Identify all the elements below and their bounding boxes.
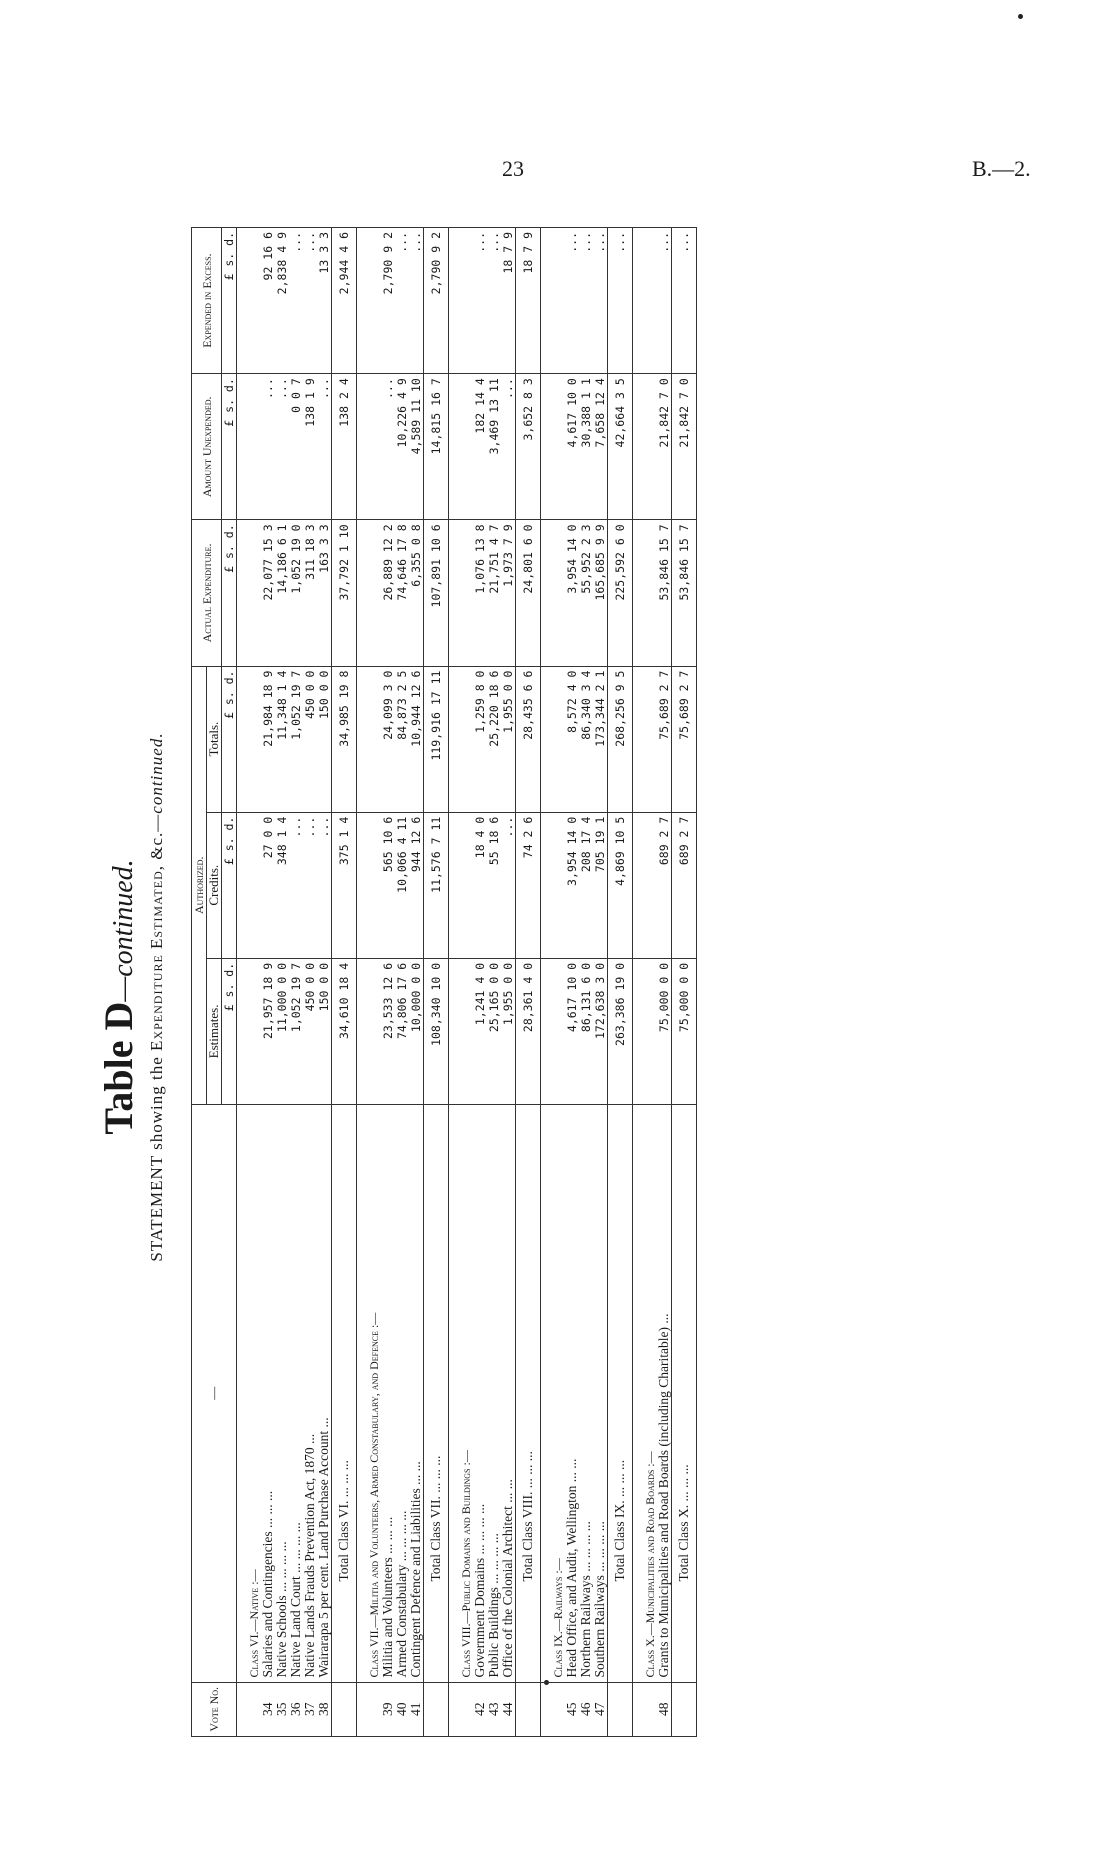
row-description: Salaries and Contingencies ... ... ...: [261, 1105, 275, 1683]
class-heading-row: [449, 228, 474, 1737]
actual-header: Actual Expenditure.: [192, 520, 222, 666]
vote-number: 34: [261, 1682, 275, 1736]
amount-est: 1,955 0 0: [501, 958, 516, 1104]
total-row: [424, 228, 449, 1737]
vote-number: [332, 1682, 357, 1736]
amount-cred: 4,869 10 5: [608, 812, 633, 958]
vote-number: [357, 1682, 382, 1736]
amount-cred: 10,066 4 11: [395, 812, 409, 958]
amount-tot: 86,340 3 4: [579, 666, 593, 812]
amount-unexp: 3,652 8 3: [516, 374, 541, 520]
amount-est: [541, 958, 566, 1104]
amount-est: 150 0 0: [317, 958, 332, 1104]
amount-cred: 27 0 0: [261, 812, 275, 958]
amount-exc: ...: [593, 228, 608, 374]
row-description: Class X.—Municipalities and Road Boards :—: [633, 1105, 658, 1683]
row-description: Armed Constabulary ... ... ... ...: [395, 1105, 409, 1683]
row-description: Native Land Court ... ... ... ...: [289, 1105, 303, 1683]
amount-unexp: 42,664 3 5: [608, 374, 633, 520]
amount-act: 55,952 2 3: [579, 520, 593, 666]
amount-est: [449, 958, 474, 1104]
amount-exc: ...: [473, 228, 487, 374]
vote-number: 36: [289, 1682, 303, 1736]
row-description: Class VI.—Native :—: [237, 1105, 262, 1683]
amount-unexp: 182 14 4: [473, 374, 487, 520]
amount-tot: 25,220 18 6: [487, 666, 501, 812]
vote-number: 46: [579, 1682, 593, 1736]
amount-cred: [541, 812, 566, 958]
amount-exc: 13 3 3: [317, 228, 332, 374]
amount-tot: [357, 666, 382, 812]
amount-est: 23,533 12 6: [381, 958, 395, 1104]
amount-exc: [357, 228, 382, 374]
amount-est: 172,638 3 0: [593, 958, 608, 1104]
table-row: [593, 228, 608, 1737]
table-row: [275, 228, 289, 1737]
amount-act: 22,077 15 3: [261, 520, 275, 666]
amount-act: 3,954 14 0: [565, 520, 579, 666]
amount-cred: 944 12 6: [409, 812, 424, 958]
amount-cred: 375 1 4: [332, 812, 357, 958]
vote-number: 38: [317, 1682, 332, 1736]
amount-exc: ...: [579, 228, 593, 374]
vote-number: 40: [395, 1682, 409, 1736]
vote-number: [608, 1682, 633, 1736]
amount-unexp: 7,658 12 4: [593, 374, 608, 520]
estimates-header: Estimates.: [207, 958, 222, 1104]
row-description: Total Class VIII. ... ... ...: [516, 1105, 541, 1683]
row-description: Class VII.—Militia and Volunteers, Armed Constabulary, and Defence :—: [357, 1105, 382, 1683]
amount-act: 1,052 19 0: [289, 520, 303, 666]
vote-number: 41: [409, 1682, 424, 1736]
amount-unexp: ...: [501, 374, 516, 520]
row-description: Class IX.—Railways :—: [541, 1105, 566, 1683]
amount-act: 53,846 15 7: [672, 520, 697, 666]
amount-exc: 2,790 9 2: [424, 228, 449, 374]
amount-tot: [541, 666, 566, 812]
table-row: [579, 228, 593, 1737]
row-description: Government Domains ... ... ... ...: [473, 1105, 487, 1683]
amount-act: 1,076 13 8: [473, 520, 487, 666]
total-row: [332, 228, 357, 1737]
vote-number: [449, 1682, 474, 1736]
amount-act: [237, 520, 262, 666]
amount-cred: 3,954 14 0: [565, 812, 579, 958]
table-title: Table D—continued.: [96, 859, 141, 1135]
amount-tot: 11,348 1 4: [275, 666, 289, 812]
amount-cred: 565 10 6: [381, 812, 395, 958]
amount-tot: 268,256 9 5: [608, 666, 633, 812]
table-row: [261, 228, 275, 1737]
amount-exc: ...: [487, 228, 501, 374]
amount-est: 28,361 4 0: [516, 958, 541, 1104]
lsd-header: £ s. d.: [222, 958, 237, 1104]
amount-act: 6,355 0 8: [409, 520, 424, 666]
amount-act: 74,646 17 8: [395, 520, 409, 666]
total-row: [516, 228, 541, 1737]
amount-cred: 18 4 0: [473, 812, 487, 958]
class-heading-row: [237, 228, 262, 1737]
row-description: Militia and Volunteers ... ... ...: [381, 1105, 395, 1683]
amount-cred: [633, 812, 658, 958]
amount-tot: 150 0 0: [317, 666, 332, 812]
vote-number: 43: [487, 1682, 501, 1736]
page-number: 23: [502, 156, 524, 181]
vote-number: [541, 1682, 566, 1736]
amount-tot: 173,344 2 1: [593, 666, 608, 812]
vote-number: 44: [501, 1682, 516, 1736]
vote-number: [633, 1682, 658, 1736]
amount-unexp: [633, 374, 658, 520]
amount-exc: [633, 228, 658, 374]
amount-est: 74,806 17 6: [395, 958, 409, 1104]
row-description: Public Buildings ... ... ... ...: [487, 1105, 501, 1683]
amount-unexp: ...: [381, 374, 395, 520]
amount-act: [449, 520, 474, 666]
amount-act: 26,889 12 2: [381, 520, 395, 666]
table-row: [409, 228, 424, 1737]
amount-est: 75,000 0 0: [657, 958, 672, 1104]
amount-cred: 689 2 7: [672, 812, 697, 958]
amount-tot: 1,259 8 0: [473, 666, 487, 812]
table-row: [317, 228, 332, 1737]
table-row: [657, 228, 672, 1737]
amount-est: 21,957 18 9: [261, 958, 275, 1104]
vote-number: [237, 1682, 262, 1736]
rotated-table-page: [95, 217, 815, 1777]
table-row: [487, 228, 501, 1737]
amount-exc: ...: [289, 228, 303, 374]
amount-act: 14,186 6 1: [275, 520, 289, 666]
amount-exc: ...: [565, 228, 579, 374]
amount-tot: 450 0 0: [303, 666, 317, 812]
amount-act: 24,801 6 0: [516, 520, 541, 666]
amount-exc: [237, 228, 262, 374]
amount-unexp: 3,469 13 11: [487, 374, 501, 520]
amount-unexp: [237, 374, 262, 520]
row-description: Total Class X. ... ... ...: [672, 1105, 697, 1683]
table-row: [395, 228, 409, 1737]
amount-unexp: 21,842 7 0: [657, 374, 672, 520]
lsd-header: £ s. d.: [222, 520, 237, 666]
amount-unexp: ...: [261, 374, 275, 520]
amount-cred: ...: [501, 812, 516, 958]
unexpended-header: Amount Unexpended.: [192, 374, 222, 520]
amount-est: 25,165 0 0: [487, 958, 501, 1104]
amount-tot: 75,689 2 7: [657, 666, 672, 812]
authorized-header: Authorized.: [192, 666, 207, 1104]
amount-unexp: 4,617 10 0: [565, 374, 579, 520]
amount-est: [357, 958, 382, 1104]
amount-act: [541, 520, 566, 666]
amount-tot: 24,099 3 0: [381, 666, 395, 812]
amount-tot: 8,572 4 0: [565, 666, 579, 812]
amount-unexp: ...: [275, 374, 289, 520]
amount-unexp: ...: [317, 374, 332, 520]
table-row: [303, 228, 317, 1737]
amount-exc: ...: [657, 228, 672, 374]
amount-act: 107,891 10 6: [424, 520, 449, 666]
amount-est: 86,131 6 0: [579, 958, 593, 1104]
vote-number: [424, 1682, 449, 1736]
amount-tot: 34,985 19 8: [332, 666, 357, 812]
amount-act: 311 18 3: [303, 520, 317, 666]
table-row: [501, 228, 516, 1737]
table-row: [565, 228, 579, 1737]
table-row: [381, 228, 395, 1737]
amount-tot: 119,916 17 11: [424, 666, 449, 812]
class-heading-row: [541, 228, 566, 1737]
amount-tot: [449, 666, 474, 812]
amount-unexp: 0 0 7: [289, 374, 303, 520]
lsd-header: £ s. d.: [222, 666, 237, 812]
lsd-header: £ s. d.: [222, 812, 237, 958]
amount-act: 165,685 9 9: [593, 520, 608, 666]
amount-est: 4,617 10 0: [565, 958, 579, 1104]
amount-cred: 74 2 6: [516, 812, 541, 958]
amount-act: 53,846 15 7: [657, 520, 672, 666]
amount-exc: 2,790 9 2: [381, 228, 395, 374]
amount-exc: [541, 228, 566, 374]
amount-cred: [237, 812, 262, 958]
amount-unexp: 138 1 9: [303, 374, 317, 520]
amount-est: [237, 958, 262, 1104]
vote-number: 47: [593, 1682, 608, 1736]
amount-act: 1,973 7 9: [501, 520, 516, 666]
amount-exc: ...: [395, 228, 409, 374]
amount-act: 37,792 1 10: [332, 520, 357, 666]
amount-cred: 689 2 7: [657, 812, 672, 958]
amount-exc: ...: [409, 228, 424, 374]
amount-cred: 705 19 1: [593, 812, 608, 958]
amount-tot: [633, 666, 658, 812]
amount-unexp: 10,226 4 9: [395, 374, 409, 520]
row-description: Native Lands Frauds Prevention Act, 1870 ...: [303, 1105, 317, 1683]
amount-cred: ...: [289, 812, 303, 958]
total-row: [672, 228, 697, 1737]
amount-act: 225,592 6 0: [608, 520, 633, 666]
amount-unexp: [541, 374, 566, 520]
row-description: Wairarapa 5 per cent. Land Purchase Account ...: [317, 1105, 332, 1683]
description-header: —: [192, 1105, 237, 1683]
vote-number: [672, 1682, 697, 1736]
amount-exc: 2,838 4 9: [275, 228, 289, 374]
speck-dot: [1018, 14, 1023, 19]
amount-tot: [237, 666, 262, 812]
credits-header: Credits.: [207, 812, 222, 958]
table-body: [237, 228, 697, 1737]
amount-act: 163 3 3: [317, 520, 332, 666]
amount-est: 75,000 0 0: [672, 958, 697, 1104]
amount-est: 263,386 19 0: [608, 958, 633, 1104]
amount-cred: 11,576 7 11: [424, 812, 449, 958]
amount-exc: 18 7 9: [516, 228, 541, 374]
amount-unexp: 30,388 1 1: [579, 374, 593, 520]
row-description: Total Class VI. ... ... ...: [332, 1105, 357, 1683]
amount-cred: [449, 812, 474, 958]
lsd-header: £ s. d.: [222, 228, 237, 374]
amount-est: 1,241 4 0: [473, 958, 487, 1104]
vote-number: 39: [381, 1682, 395, 1736]
vote-no-header: Vote No.: [192, 1682, 237, 1736]
row-description: Office of the Colonial Architect ... ...: [501, 1105, 516, 1683]
amount-cred: ...: [317, 812, 332, 958]
vote-number: 35: [275, 1682, 289, 1736]
lsd-header: £ s. d.: [222, 374, 237, 520]
row-description: Southern Railways ... ... ... ...: [593, 1105, 608, 1683]
amount-tot: 84,873 2 5: [395, 666, 409, 812]
vote-number: 48: [657, 1682, 672, 1736]
document-reference: B.—2.: [972, 156, 1031, 181]
amount-act: [633, 520, 658, 666]
amount-est: 1,052 19 7: [289, 958, 303, 1104]
row-description: Northern Railways ... ... ... ...: [579, 1105, 593, 1683]
amount-cred: 208 17 4: [579, 812, 593, 958]
amount-unexp: [449, 374, 474, 520]
amount-tot: 1,052 19 7: [289, 666, 303, 812]
row-description: Native Schools ... ... ... ...: [275, 1105, 289, 1683]
amount-act: [357, 520, 382, 666]
amount-cred: [357, 812, 382, 958]
amount-exc: ...: [672, 228, 697, 374]
amount-tot: 28,435 6 6: [516, 666, 541, 812]
amount-est: [633, 958, 658, 1104]
row-description: Total Class VII. ... ... ...: [424, 1105, 449, 1683]
row-description: Total Class IX. ... ... ...: [608, 1105, 633, 1683]
expenditure-table: [191, 227, 697, 1737]
amount-unexp: 14,815 16 7: [424, 374, 449, 520]
table-row: [289, 228, 303, 1737]
amount-exc: 2,944 4 6: [332, 228, 357, 374]
totals-header: Totals.: [207, 666, 222, 812]
amount-unexp: 4,589 11 10: [409, 374, 424, 520]
amount-exc: 92 16 6: [261, 228, 275, 374]
class-heading-row: [357, 228, 382, 1737]
amount-tot: 75,689 2 7: [672, 666, 697, 812]
row-description: Grants to Municipalities and Road Boards (including Charitable) ...: [657, 1105, 672, 1683]
amount-est: 450 0 0: [303, 958, 317, 1104]
class-heading-row: [633, 228, 658, 1737]
amount-tot: 21,984 18 9: [261, 666, 275, 812]
table-subtitle: STATEMENT showing the Expenditure Estimated, &c.—continued.: [147, 732, 166, 1262]
excess-header: Expended in Excess.: [192, 228, 222, 374]
amount-cred: 55 18 6: [487, 812, 501, 958]
amount-est: 34,610 18 4: [332, 958, 357, 1104]
table-row: [473, 228, 487, 1737]
vote-number: 45: [565, 1682, 579, 1736]
amount-unexp: 138 2 4: [332, 374, 357, 520]
amount-tot: 1,955 0 0: [501, 666, 516, 812]
row-description: Class VIII.—Public Domains and Buildings :—: [449, 1105, 474, 1683]
amount-cred: ...: [303, 812, 317, 958]
vote-number: 37: [303, 1682, 317, 1736]
amount-cred: 348 1 4: [275, 812, 289, 958]
amount-est: 11,000 0 0: [275, 958, 289, 1104]
amount-est: 108,340 10 0: [424, 958, 449, 1104]
amount-unexp: [357, 374, 382, 520]
amount-exc: [449, 228, 474, 374]
row-description: Head Office, and Audit, Wellington ... ...: [565, 1105, 579, 1683]
amount-unexp: 21,842 7 0: [672, 374, 697, 520]
vote-number: 42: [473, 1682, 487, 1736]
amount-exc: 18 7 9: [501, 228, 516, 374]
total-row: [608, 228, 633, 1737]
vote-number: [516, 1682, 541, 1736]
amount-exc: ...: [608, 228, 633, 374]
row-description: Contingent Defence and Liabilities ... ...: [409, 1105, 424, 1683]
amount-tot: 10,944 12 6: [409, 666, 424, 812]
amount-est: 10,000 0 0: [409, 958, 424, 1104]
amount-act: 21,751 4 7: [487, 520, 501, 666]
amount-exc: ...: [303, 228, 317, 374]
